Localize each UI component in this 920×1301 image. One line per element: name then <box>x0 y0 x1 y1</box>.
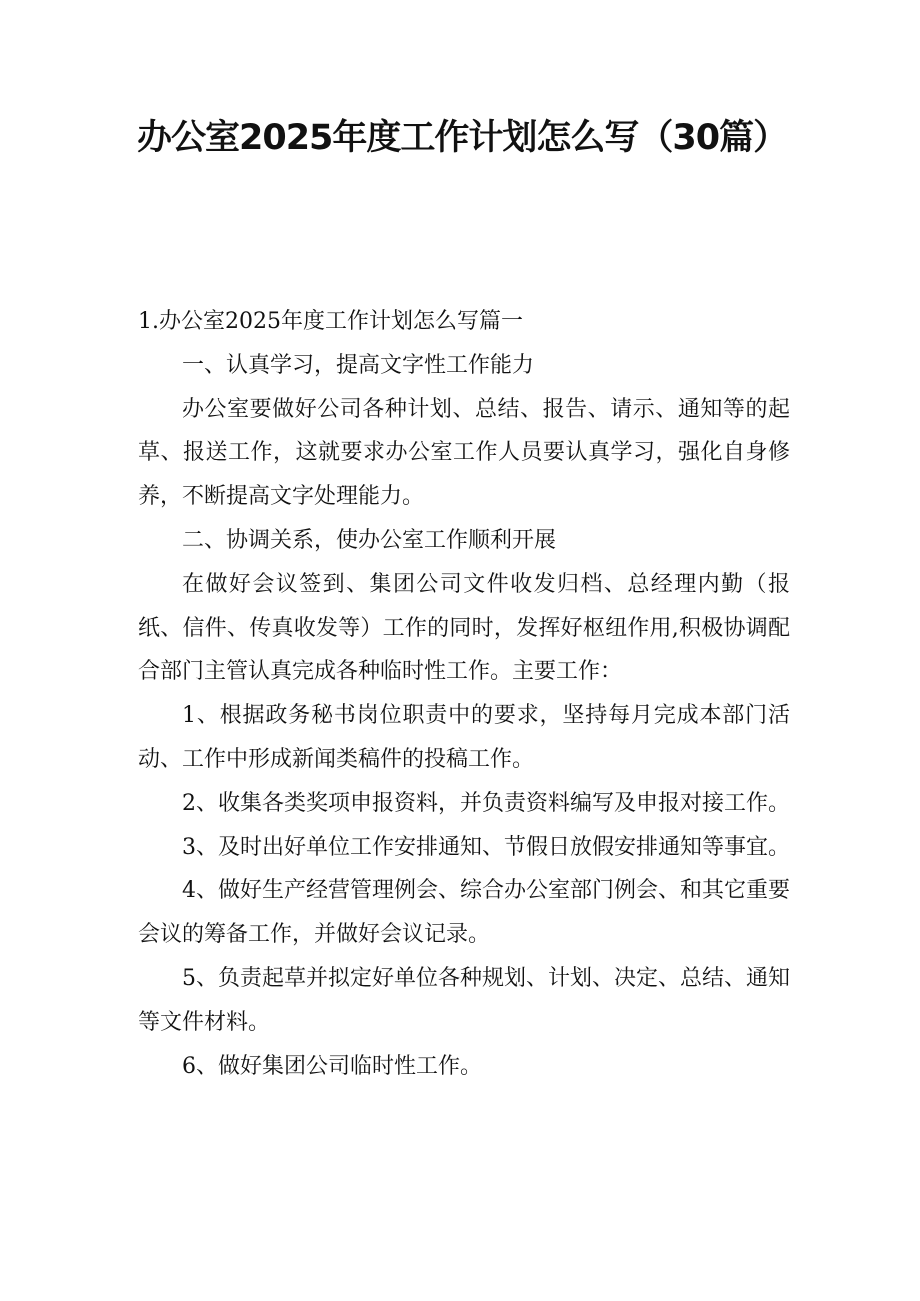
document-title: 办公室2025年度工作计划怎么写（30篇） <box>137 118 788 158</box>
list-item-5: 5、负责起草并拟定好单位各种规划、计划、决定、总结、通知等文件材料。 <box>138 965 790 1035</box>
list-item-2: 2、收集各类奖项申报资料，并负责资料编写及申报对接工作。 <box>182 790 790 816</box>
subheading-study: 一、认真学习，提高文字性工作能力 <box>182 352 535 378</box>
document-body <box>138 300 790 1088</box>
list-item-3: 3、及时出好单位工作安排通知、节假日放假安排通知等事宜。 <box>182 834 790 860</box>
paragraph-coordination: 在做好会议签到、集团公司文件收发归档、总经理内勤（报纸、信件、传真收发等）工作的同时，发挥好枢纽作用,积极协调配合部门主管认真完成各种临时性工作。主要工作： <box>138 571 790 685</box>
subheading-coordination: 二、协调关系，使办公室工作顺利开展 <box>182 527 557 553</box>
list-item-1: 1、根据政务秘书岗位职责中的要求，坚持每月完成本部门活动、工作中形成新闻类稿件的投稿工作。 <box>138 703 790 772</box>
section-heading: 1.办公室2025年度工作计划怎么写篇一 <box>138 309 523 334</box>
list-item-6: 6、做好集团公司临时性工作。 <box>182 1053 482 1079</box>
list-item-4: 4、做好生产经营管理例会、综合办公室部门例会、和其它重要会议的筹备工作，并做好会议记录。 <box>138 878 790 948</box>
paragraph-writing-duties: 办公室要做好公司各种计划、总结、报告、请示、通知等的起草、报送工作，这就要求办公室工作人员要认真学习，强化自身修养，不断提高文字处理能力。 <box>138 396 790 510</box>
